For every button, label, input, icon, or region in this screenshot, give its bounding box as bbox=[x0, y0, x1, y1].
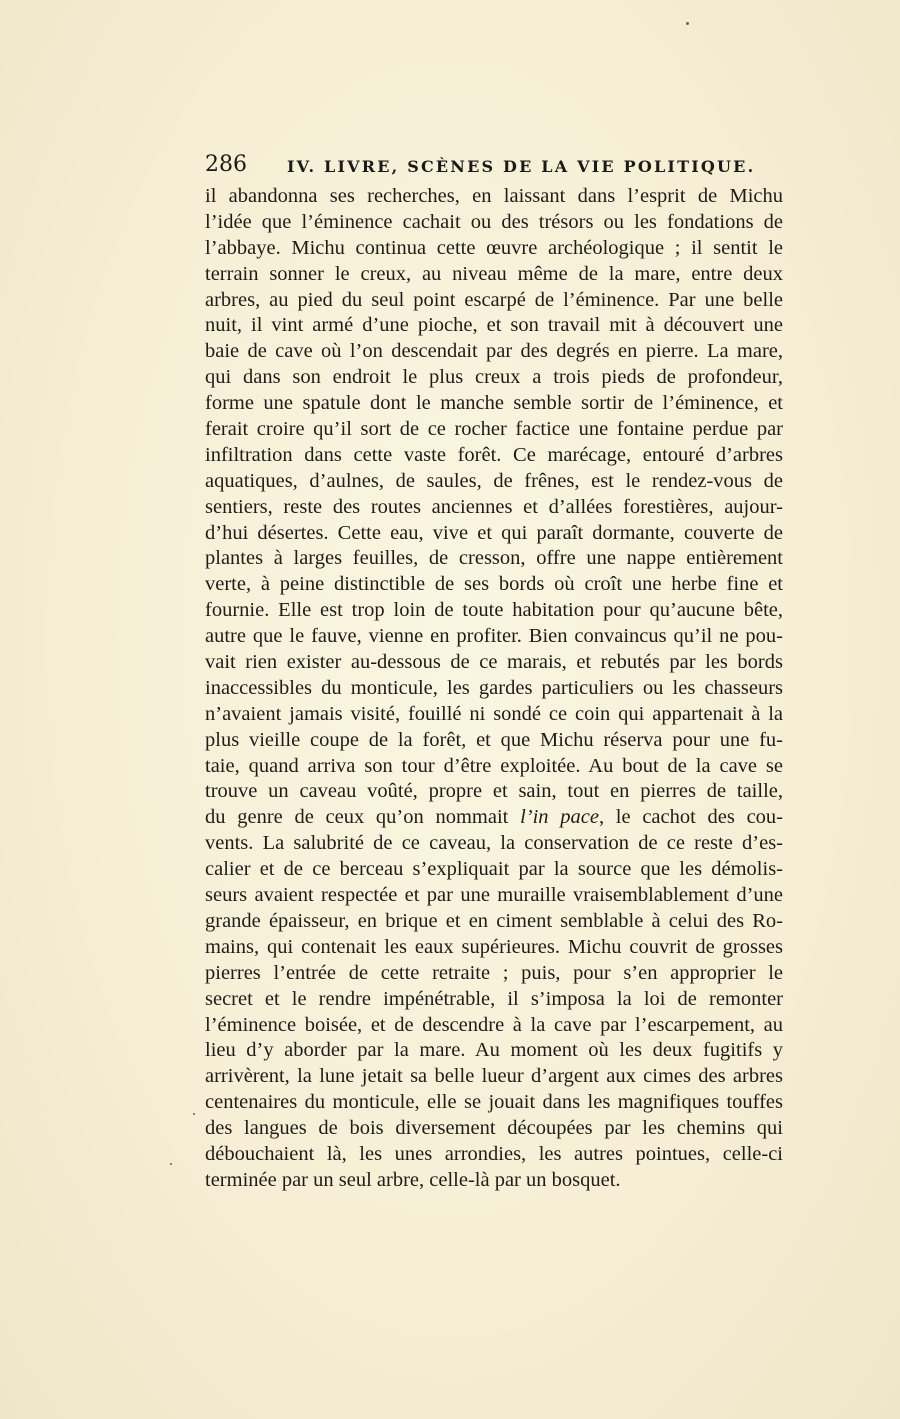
text-line: arrivèrent, la lune jetait sa belle lueur d’argent aux cimes des arbres bbox=[205, 1065, 783, 1088]
text-line: arbres, au pied du seul point escarpé de l’éminence. Par une belle bbox=[205, 288, 783, 311]
text-line: pierres l’entrée de cette retraite ; puis, pour s’en approprier le bbox=[205, 961, 783, 984]
text-line: taie, quand arriva son tour d’être exploitée. Au bout de la cave se bbox=[205, 754, 783, 777]
text-line: calier et de ce berceau s’expliquait par la source que les démolis- bbox=[205, 858, 783, 881]
text-line: n’avaient jamais visité, fouillé ni sondé ce coin qui appartenait à la bbox=[205, 702, 783, 725]
text-line: vait rien exister au-dessous de ce marais, et rebutés par les bords bbox=[205, 651, 783, 674]
text-line: mains, qui contenait les eaux supérieures. Michu couvrit de grosses bbox=[205, 935, 783, 958]
text-line: verte, à peine distinctible de ses bords où croît une herbe fine et bbox=[205, 573, 783, 596]
text-line: infiltration dans cette vaste forêt. Ce marécage, entouré d’arbres bbox=[205, 443, 783, 466]
text-line: fournie. Elle est trop loin de toute habitation pour qu’aucune bête, bbox=[205, 599, 783, 622]
paper-speck bbox=[686, 22, 689, 25]
text-line: baie de cave où l’on descendait par des degrés en pierre. La mare, bbox=[205, 340, 783, 363]
text-line: forme une spatule dont le manche semble sortir de l’éminence, et bbox=[205, 392, 783, 415]
text-line: ferait croire qu’il sort de ce rocher factice une fontaine perdue par bbox=[205, 418, 783, 441]
text-line: l’éminence boisée, et de descendre à la cave par l’escarpement, au bbox=[205, 1013, 783, 1036]
paper-speck bbox=[170, 1163, 172, 1165]
text-line: seurs avaient respectée et par une muraille vraisemblablement d’une bbox=[205, 884, 783, 907]
text-line: autre que le fauve, vienne en profiter. Bien convaincus qu’il ne pou- bbox=[205, 625, 783, 648]
text-line: inaccessibles du monticule, les gardes particuliers ou les chasseurs bbox=[205, 676, 783, 699]
body-text bbox=[205, 184, 783, 1194]
text-line: terrain sonner le creux, au niveau même de la mare, entre deux bbox=[205, 262, 783, 285]
text-line: trouve un caveau voûté, propre et sain, tout en pierres de taille, bbox=[205, 780, 783, 803]
text-segment: , le cachot des cou- bbox=[598, 806, 783, 829]
text-line: vents. La salubrité de ce caveau, la conservation de ce reste d’es- bbox=[205, 832, 783, 855]
text-line: il abandonna ses recherches, en laissant dans l’esprit de Michu bbox=[205, 185, 783, 207]
text-line: sentiers, reste des routes anciennes et d’allées forestières, aujour- bbox=[205, 495, 783, 518]
running-head: IV. LIVRE, SCÈNES DE LA VIE POLITIQUE. bbox=[287, 157, 756, 176]
text-line: centenaires du monticule, elle se jouait dans les magnifiques touffes bbox=[205, 1091, 783, 1114]
text-line: plantes à larges feuilles, de cresson, offre une nappe entièrement bbox=[205, 547, 783, 570]
text-line: plus vieille coupe de la forêt, et que Michu réserva pour une fu- bbox=[205, 728, 783, 751]
text-line: grande épaisseur, en brique et en ciment semblable à celui des Ro- bbox=[205, 909, 783, 932]
text-line: l’abbaye. Michu continua cette œuvre archéologique ; il sentit le bbox=[205, 236, 783, 259]
text-segment: du genre de ceux qu’on nommait bbox=[205, 806, 521, 829]
paper-speck bbox=[193, 1113, 195, 1115]
text-line: débouchaient là, les unes arrondies, les autres pointues, celle-ci bbox=[205, 1142, 783, 1165]
text-line-last: terminée par un seul arbre, celle-là par un bosquet. bbox=[205, 1168, 621, 1191]
text-line: d’hui désertes. Cette eau, vive et qui paraît dormante, couverte de bbox=[205, 521, 783, 544]
text-line: qui dans son endroit le plus creux a trois pieds de profondeur, bbox=[205, 366, 783, 389]
text-line: lieu d’y aborder par la mare. Au moment où les deux fugitifs y bbox=[205, 1039, 783, 1062]
italic-term: l’in pace bbox=[520, 806, 599, 829]
text-line: nuit, il vint armé d’une pioche, et son travail mit à découvert une bbox=[205, 314, 783, 337]
text-line: aquatiques, d’aulnes, de saules, de frênes, est le rendez-vous de bbox=[205, 469, 783, 492]
page-number: 286 bbox=[205, 152, 247, 177]
text-line: l’idée que l’éminence cachait ou des trésors ou les fondations de bbox=[205, 210, 783, 233]
page-header bbox=[205, 150, 756, 180]
text-line: secret et le rendre impénétrable, il s’imposa la loi de remonter bbox=[205, 987, 783, 1010]
text-line-italic-phrase bbox=[205, 805, 783, 831]
text-line: des langues de bois diversement découpées par les chemins qui bbox=[205, 1117, 783, 1140]
